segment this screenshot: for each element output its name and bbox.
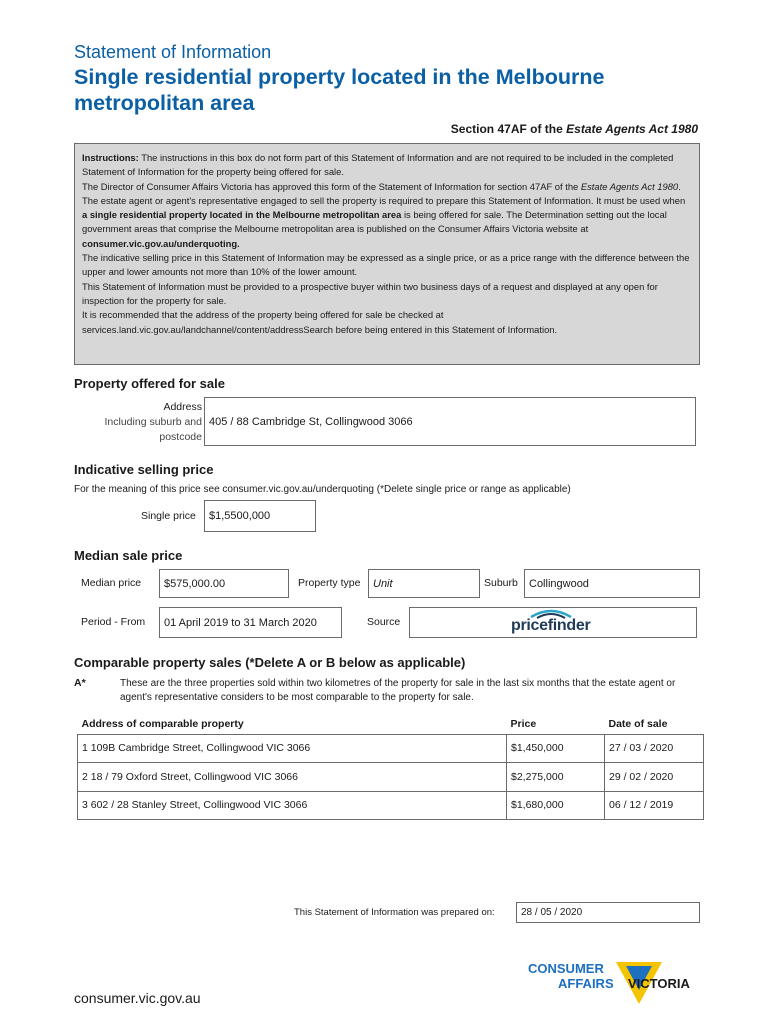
option-a-marker: A* (74, 677, 86, 689)
period-field[interactable]: 01 April 2019 to 31 March 2020 (159, 607, 342, 638)
indicative-note: For the meaning of this price see consumer.vic.gov.au/underquoting (*Delete single price or range as applicable) (74, 484, 571, 495)
prepared-date-field[interactable]: 28 / 05 / 2020 (516, 902, 700, 923)
median-price-field[interactable]: $575,000.00 (159, 569, 289, 598)
property-type-label: Property type (298, 577, 361, 589)
comparable-date[interactable]: 27 / 03 / 2020 (605, 734, 704, 763)
option-a-text: These are the three properties sold within two kilometres of the property for sale in the last six months that the estate agent or agent's representative considers to be most comparable to the property for sale. (120, 678, 676, 703)
page-title: Single residential property located in the Melbourne metropolitan area (74, 65, 605, 115)
prepared-label: This Statement of Information was prepared on: (294, 907, 495, 918)
comparable-address[interactable]: 2 18 / 79 Oxford Street, Collingwood VIC 3066 (78, 763, 507, 792)
logo-text-affairs: AFFAIRS (558, 976, 614, 991)
address-label: Address Including suburb and postcode (104, 401, 202, 443)
single-price-label: Single price (141, 510, 196, 522)
footer-url[interactable]: consumer.vic.gov.au (74, 990, 201, 1006)
column-header: Price (507, 714, 605, 734)
suburb-field[interactable]: Collingwood (524, 569, 700, 598)
period-label: Period - From (81, 616, 146, 628)
median-price-label: Median price (81, 577, 142, 589)
comparable-date[interactable]: 06 / 12 / 2019 (605, 791, 704, 820)
instructions-p5: This Statement of Information must be provided to a prospective buyer within two business days of a request and displayed at any open for inspection for the property for sale. (82, 280, 658, 306)
comparable-table (77, 714, 704, 820)
section-reference (451, 122, 698, 136)
page-subtitle: Statement of Information (74, 42, 272, 62)
cav-logo-icon (528, 960, 703, 1006)
table-row (78, 791, 704, 820)
comparable-address[interactable]: 3 602 / 28 Stanley Street, Collingwood VIC 3066 (78, 791, 507, 820)
column-header: Date of sale (605, 714, 704, 734)
suburb-label: Suburb (484, 577, 518, 589)
logo-text-victoria: VICTORIA (628, 976, 690, 991)
address-field[interactable]: 405 / 88 Cambridge St, Collingwood 3066 (204, 397, 696, 446)
consumer-affairs-victoria-logo (528, 960, 703, 1006)
comparable-address[interactable]: 1 109B Cambridge Street, Collingwood VIC 3066 (78, 734, 507, 763)
instructions-p4: The indicative selling price in this Statement of Information may be expressed as a single price, or as a price range with the difference between the upper and lower amounts not more than 10% of the lower amount. (82, 252, 690, 278)
comparable-price[interactable]: $1,680,000 (507, 791, 605, 820)
comparable-date[interactable]: 29 / 02 / 2020 (605, 763, 704, 792)
comparable-heading: Comparable property sales (*Delete A or B below as applicable) (74, 655, 466, 670)
instructions-p3: The estate agent or agent's representative engaged to sell the property is required to prepare this Statement of Information. It must be used when a single residential property located in the Melbourne metropolitan area is being offered for sale. The Determination setting out the local government areas that comprise the Melbourne metropolitan area is published on the Consumer Affairs Victoria website at consumer.vic.gov.au/underquoting. (82, 194, 686, 249)
instructions-p1: Instructions: The instructions in this box do not form part of this Statement of Information and are not required to be included in the completed Statement of Information for the property being offered for sale. (82, 152, 674, 178)
comparable-price[interactable]: $2,275,000 (507, 763, 605, 792)
column-header: Address of comparable property (78, 714, 507, 734)
median-heading: Median sale price (74, 548, 183, 563)
section-prefix: Section 47AF of the (450, 122, 567, 136)
pricefinder-logo: pricefinder (511, 607, 591, 635)
instructions-p6: It is recommended that the address of the property being offered for sale be checked at services.land.vic.gov.au/landchannel/content/addressSearch before being entered in this Statement of Information. (82, 309, 558, 335)
table-row (78, 734, 704, 763)
table-header-row (78, 714, 704, 734)
comparable-price[interactable]: $1,450,000 (507, 734, 605, 763)
indicative-heading: Indicative selling price (74, 462, 214, 477)
logo-text-consumer: CONSUMER (528, 961, 604, 976)
single-price-field[interactable]: $1,5500,000 (204, 500, 316, 532)
section-act: Estate Agents Act 1980 (566, 122, 698, 136)
property-type-field[interactable]: Unit (368, 569, 480, 598)
instructions-p2: The Director of Consumer Affairs Victoria has approved this form of the Statement of Information for section 47AF of the Estate Agents Act 1980. (82, 180, 681, 192)
instructions-box (74, 143, 700, 365)
source-label: Source (367, 616, 401, 628)
property-heading: Property offered for sale (74, 376, 225, 391)
table-row (78, 763, 704, 792)
